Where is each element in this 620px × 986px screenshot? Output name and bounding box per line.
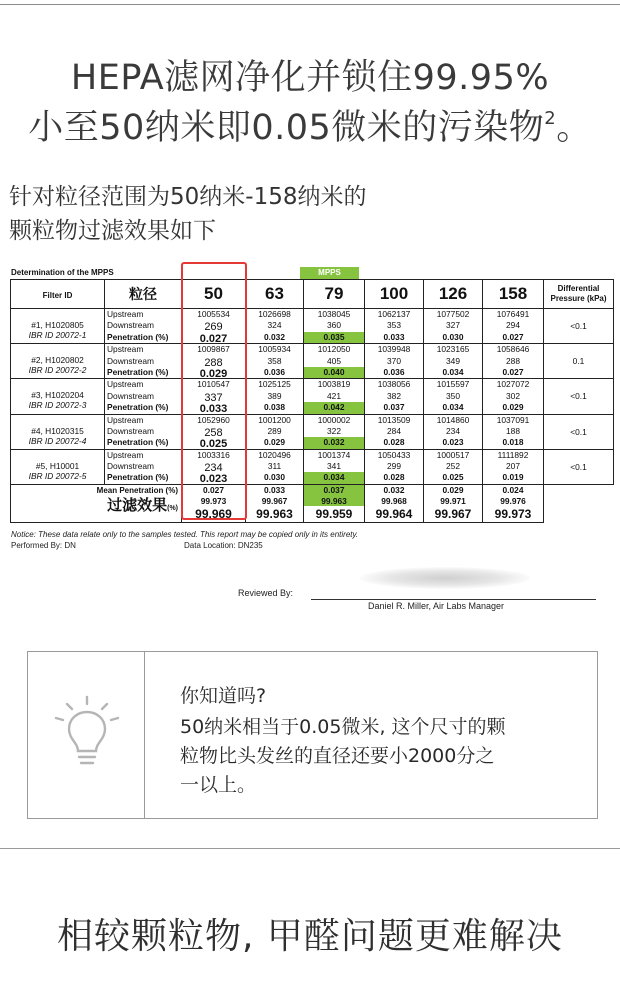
measurement-type-label: Upstream (107, 309, 144, 319)
summary-cell-50 (182, 484, 246, 522)
ibr-id: IBR ID 20072-3 (28, 400, 87, 411)
downstream-value: 207 (506, 461, 520, 472)
penetration-value: 0.027 (502, 366, 524, 377)
downstream-value: 269 (204, 321, 223, 334)
signature-image (360, 567, 530, 589)
upstream-value: 1025125 (258, 379, 291, 390)
penetration-value: 0.033 (383, 331, 405, 342)
summary-cell-63 (246, 484, 304, 522)
penetration-value: 0.027 (502, 331, 524, 342)
penetration-value: 0.023 (442, 437, 464, 448)
value-cell-126 (424, 379, 483, 414)
efficiency-value: 99.968 (381, 495, 407, 506)
pressure-header (544, 280, 614, 309)
value-cell-100 (365, 449, 424, 484)
efficiency-value: 99.971 (440, 495, 466, 506)
downstream-value: 337 (204, 391, 223, 404)
lightbulb-icon (52, 695, 122, 767)
value-cell-50 (182, 449, 246, 484)
value-cell-63 (246, 449, 304, 484)
downstream-value: 311 (267, 461, 282, 472)
info-title: 你知道吗? (180, 685, 267, 707)
info-line-2: 粒物比头发丝的直径还要小2000分之 (180, 745, 495, 767)
penetration-value: 0.018 (502, 437, 524, 448)
value-cell-126 (424, 449, 483, 484)
value-cell-100 (365, 309, 424, 344)
penetration-value: 0.032 (304, 437, 364, 448)
measurement-type-label: Upstream (107, 379, 144, 390)
reviewed-by-label: Reviewed By: (238, 588, 294, 598)
efficiency-value: 99.976 (500, 495, 526, 506)
summary-row (11, 484, 614, 522)
upstream-value: 1015597 (436, 379, 470, 390)
downstream-value: 299 (387, 461, 401, 472)
filter-id-cell (11, 379, 105, 414)
measurement-type-label: Downstream (107, 425, 155, 436)
data-location: Data Location: DN235 (184, 541, 263, 550)
mean-penetration-value: 0.029 (442, 484, 464, 495)
value-cell-158 (483, 309, 544, 344)
penetration-value: 0.032 (264, 331, 285, 342)
downstream-value: 302 (506, 390, 520, 401)
upstream-value: 1014860 (436, 414, 470, 425)
filter-id: #1, H1020805 (31, 320, 84, 330)
efficiency-total-value: 99.969 (195, 506, 232, 521)
downstream-value: 294 (506, 320, 520, 331)
efficiency-label (11, 496, 178, 519)
measurement-type-label: Penetration (%) (107, 437, 169, 448)
downstream-value: 353 (387, 320, 401, 331)
downstream-value: 370 (387, 355, 401, 366)
measurement-types-cell (105, 449, 182, 484)
filter-id-cell (11, 344, 105, 379)
penetration-value: 0.025 (199, 438, 228, 451)
penetration-value: 0.028 (383, 437, 405, 448)
measurement-type-label: Downstream (107, 461, 155, 472)
upstream-value: 1037091 (496, 414, 530, 425)
filter-row (11, 309, 614, 344)
upstream-value: 1001374 (317, 449, 351, 460)
penetration-value: 0.038 (264, 402, 285, 413)
upstream-value: 1009867 (197, 344, 230, 355)
value-cell-63 (246, 414, 304, 449)
pressure-value: <0.1 (544, 379, 614, 414)
mpps-badge: MPPS (300, 267, 359, 279)
value-cell-50 (182, 414, 246, 449)
mean-penetration-value: 0.033 (264, 484, 285, 495)
size-header-79: 79 (304, 280, 365, 309)
filter-id-cell (11, 309, 105, 344)
upstream-value: 1038056 (377, 379, 411, 390)
upstream-value: 1050433 (377, 449, 411, 460)
upstream-value: 1003316 (197, 449, 230, 460)
value-cell-50 (182, 379, 246, 414)
penetration-value: 0.029 (264, 437, 285, 448)
pressure-header-line-2: Pressure (kPa) (550, 294, 607, 303)
mean-penetration-value: 0.032 (383, 484, 405, 495)
filter-row (11, 414, 614, 449)
efficiency-total-value: 99.963 (256, 506, 293, 521)
ibr-id: IBR ID 20072-2 (28, 365, 87, 376)
value-cell-158 (483, 414, 544, 449)
size-header-63: 63 (246, 280, 304, 309)
upstream-value: 1023165 (436, 344, 470, 355)
downstream-value: 322 (327, 425, 341, 436)
value-cell-158 (483, 449, 544, 484)
summary-label (11, 484, 182, 522)
pressure-value: 0.1 (544, 344, 614, 379)
penetration-value: 0.037 (383, 402, 405, 413)
measurement-type-label: Penetration (%) (107, 402, 169, 413)
headline-line-1: HEPA滤网净化并锁住99.95% (70, 58, 550, 98)
penetration-value: 0.025 (442, 472, 464, 483)
value-cell-63 (246, 344, 304, 379)
size-header: 粒径 (105, 280, 182, 309)
penetration-value: 0.034 (442, 366, 464, 377)
upstream-value: 1027072 (496, 379, 530, 390)
efficiency-label-text: 过滤效果 (107, 496, 168, 514)
upstream-value: 1077502 (436, 309, 470, 319)
upstream-value: 1000002 (317, 414, 351, 425)
downstream-value: 350 (446, 390, 460, 401)
penetration-value: 0.040 (304, 367, 364, 378)
penetration-value: 0.034 (442, 402, 464, 413)
filter-id-header: Filter ID (11, 280, 105, 309)
top-divider (0, 4, 620, 5)
efficiency-total-value: 99.973 (494, 506, 532, 521)
downstream-value: 284 (387, 425, 401, 436)
downstream-value: 405 (327, 355, 341, 366)
downstream-value: 341 (327, 461, 341, 472)
performed-by: Performed By: DN (11, 541, 76, 550)
downstream-value: 234 (204, 462, 223, 475)
info-line-3: 一以上。 (180, 774, 257, 796)
value-cell-79 (304, 344, 365, 379)
penetration-value: 0.029 (199, 367, 228, 380)
notice-text: Notice: These data relate only to the samples tested. This report may be copied only in its entirety. (11, 530, 359, 539)
penetration-value: 0.042 (304, 402, 364, 413)
upstream-value: 1000517 (436, 449, 470, 460)
ibr-id: IBR ID 20072-1 (28, 330, 87, 340)
size-header-100: 100 (365, 280, 424, 309)
penetration-value: 0.035 (304, 332, 364, 343)
downstream-value: 258 (204, 426, 223, 439)
value-cell-50 (182, 344, 246, 379)
headline-line-2-end: 。 (556, 108, 592, 148)
info-line-1: 50纳米相当于0.05微米, 这个尺寸的颗 (180, 716, 506, 738)
filter-row (11, 379, 614, 414)
pressure-value: <0.1 (544, 414, 614, 449)
penetration-value: 0.019 (502, 472, 524, 483)
downstream-value: 289 (267, 425, 282, 436)
upstream-value: 1039948 (377, 344, 411, 355)
upstream-value: 1005534 (197, 309, 230, 319)
downstream-value: 324 (267, 320, 282, 331)
value-cell-79 (304, 449, 365, 484)
pressure-value: <0.1 (544, 309, 614, 344)
upstream-value: 1001200 (258, 414, 291, 425)
size-header-50: 50 (182, 280, 246, 309)
pressure-value: <0.1 (544, 449, 614, 484)
filter-id: #5, H10001 (35, 460, 80, 471)
summary-empty-cell (544, 484, 614, 522)
value-cell-158 (483, 344, 544, 379)
downstream-value: 358 (267, 355, 282, 366)
measurement-types-cell (105, 309, 182, 344)
value-cell-126 (424, 414, 483, 449)
footnote-marker: 2 (544, 108, 557, 129)
filter-id: #2, H1020802 (31, 355, 84, 366)
efficiency-value: 99.967 (261, 495, 288, 506)
upstream-value: 1062137 (377, 309, 411, 319)
filter-row (11, 449, 614, 484)
measurement-type-label: Upstream (107, 344, 144, 355)
summary-cell-100 (365, 484, 424, 522)
measurement-types-cell (105, 379, 182, 414)
table-caption: Determination of the MPPS (11, 268, 114, 277)
measurement-types-cell (105, 414, 182, 449)
downstream-value: 288 (204, 356, 223, 369)
mpps-table (10, 279, 614, 523)
upstream-value: 1003819 (317, 379, 351, 390)
value-cell-126 (424, 344, 483, 379)
upstream-value: 1058646 (496, 344, 530, 355)
filter-id-cell (11, 414, 105, 449)
penetration-value: 0.033 (199, 403, 228, 416)
summary-cell-79 (304, 484, 365, 522)
size-header-126: 126 (424, 280, 483, 309)
upstream-value: 1010547 (197, 379, 230, 390)
efficiency-total-value: 99.964 (375, 506, 413, 521)
value-cell-100 (365, 379, 424, 414)
filter-row (11, 344, 614, 379)
size-header-158: 158 (483, 280, 544, 309)
penetration-value: 0.027 (199, 332, 228, 345)
efficiency-total-value: 99.967 (434, 506, 472, 521)
upstream-value: 1020496 (258, 449, 291, 460)
info-box-divider (144, 652, 145, 818)
upstream-value: 1076491 (496, 309, 530, 319)
headline-line-2-text: 小至50纳米即0.05微米的污染物 (28, 108, 545, 148)
upstream-value: 1026698 (258, 309, 291, 319)
penetration-value: 0.023 (199, 473, 228, 486)
summary-cell-158 (483, 484, 544, 522)
intro-line-1: 针对粒径范围为50纳米-158纳米的 (9, 184, 367, 210)
downstream-value: 234 (446, 425, 460, 436)
value-cell-100 (365, 344, 424, 379)
penetration-value: 0.030 (442, 331, 464, 342)
headline-line-2 (0, 100, 620, 150)
filter-id: #4, H1020315 (31, 425, 84, 436)
upstream-value: 1005934 (258, 344, 291, 355)
penetration-value: 0.030 (264, 472, 285, 483)
measurement-type-label: Upstream (107, 449, 144, 460)
intro-line-2: 颗粒物过滤效果如下 (9, 218, 216, 244)
table-header-row (11, 280, 614, 309)
measurement-type-label: Penetration (%) (107, 366, 169, 377)
measurement-type-label: Penetration (%) (107, 331, 169, 342)
value-cell-79 (304, 414, 365, 449)
penetration-value: 0.028 (383, 472, 405, 483)
penetration-value: 0.034 (304, 472, 364, 483)
upstream-value: 1052960 (197, 414, 230, 425)
mean-penetration-value: 0.027 (203, 484, 224, 495)
upstream-value: 1013509 (377, 414, 411, 425)
mean-penetration-value: 0.037 (304, 485, 364, 496)
efficiency-value: 99.963 (304, 496, 364, 506)
mean-penetration-label: Mean Penetration (%) (96, 485, 178, 495)
downstream-value: 382 (387, 390, 401, 401)
section-title: 相较颗粒物, 甲醛问题更难解决 (57, 916, 563, 957)
summary-cell-126 (424, 484, 483, 522)
measurement-types-cell (105, 344, 182, 379)
bottom-divider (0, 848, 620, 849)
downstream-value: 349 (446, 355, 460, 366)
value-cell-126 (424, 309, 483, 344)
signature-line (311, 599, 596, 600)
value-cell-63 (246, 379, 304, 414)
penetration-value: 0.036 (264, 366, 285, 377)
filter-id: #3, H1020204 (31, 390, 84, 401)
efficiency-total-value: 99.959 (315, 506, 353, 521)
downstream-value: 327 (446, 320, 460, 331)
downstream-value: 252 (446, 461, 460, 472)
downstream-value: 421 (327, 390, 341, 401)
measurement-type-label: Penetration (%) (107, 472, 169, 483)
mean-penetration-value: 0.024 (502, 484, 524, 495)
reviewer-name: Daniel R. Miller, Air Labs Manager (368, 601, 505, 611)
downstream-value: 389 (267, 390, 282, 401)
upstream-value: 1012050 (317, 344, 351, 355)
penetration-value: 0.029 (502, 402, 524, 413)
measurement-type-label: Upstream (107, 414, 144, 425)
measurement-type-label: Downstream (107, 320, 155, 331)
downstream-value: 360 (327, 320, 341, 331)
value-cell-158 (483, 379, 544, 414)
downstream-value: 288 (506, 355, 520, 366)
value-cell-100 (365, 414, 424, 449)
efficiency-unit: (%) (167, 504, 178, 512)
value-cell-63 (246, 309, 304, 344)
upstream-value: 1038045 (317, 309, 351, 319)
ibr-id: IBR ID 20072-4 (28, 435, 87, 446)
efficiency-value: 99.973 (200, 495, 227, 506)
measurement-type-label: Downstream (107, 355, 155, 366)
upstream-value: 1111892 (497, 449, 529, 460)
ibr-id: IBR ID 20072-5 (28, 470, 87, 481)
penetration-value: 0.036 (383, 366, 405, 377)
value-cell-79 (304, 379, 365, 414)
pressure-header-line-1: Differential (557, 284, 600, 293)
measurement-type-label: Downstream (107, 390, 155, 401)
filter-id-cell (11, 449, 105, 484)
value-cell-50 (182, 309, 246, 344)
value-cell-79 (304, 309, 365, 344)
downstream-value: 188 (506, 425, 520, 436)
